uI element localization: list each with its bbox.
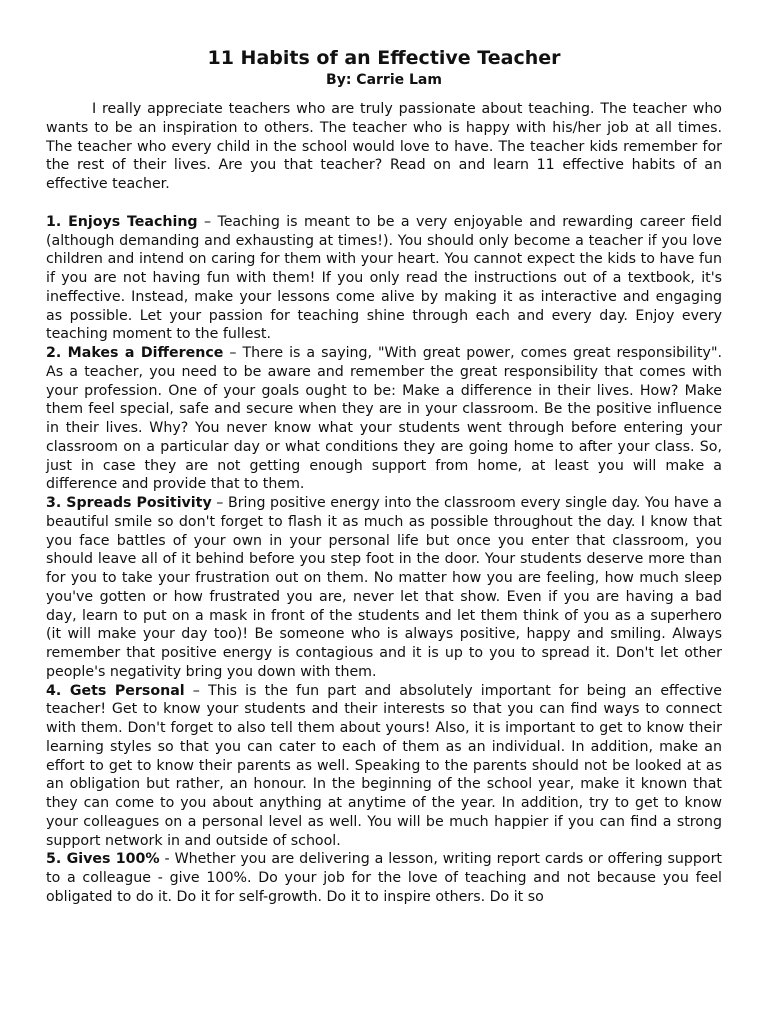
document-byline: By: Carrie Lam [326, 72, 442, 88]
habit-heading: 1. Enjoys Teaching [46, 213, 198, 230]
habit-heading: 5. Gives 100% [46, 851, 160, 868]
habit-heading: 4. Gets Personal [46, 682, 185, 699]
habit-paragraph-2 [46, 344, 722, 494]
document-title: 11 Habits of an Effective Teacher [207, 47, 561, 69]
habit-heading: 2. Makes a Difference [46, 345, 224, 361]
habit-paragraph-3 [46, 494, 722, 682]
document-page [46, 46, 722, 907]
habit-body: Teaching is meant to be a very enjoyable and rewarding career field (although demanding and exhausting at times!). You should only become a teacher if you love children and intend on caring for them with your heart. You cannot expect the kids to have fun if you are not having fun with them! If you only read the instructions out of a textbook, it's ineffective. Instead, make your lessons come alive by making it as interactive and engaging as possible. Let your passion for teaching shine through each and every day. Enjoy every teaching moment to the fullest. [46, 213, 722, 343]
intro-paragraph: I really appreciate teachers who are truly passionate about teaching. The teacher who wants to be an inspiration to others. The teacher who is happy with his/her job at all times. The teacher who every child in the school would love to have. The teacher kids remember for the rest of their lives. Are you that teacher? Read on and learn 11 effective habits of an effective teacher. [46, 101, 722, 192]
habit-separator: – [184, 682, 209, 699]
habit-body: Whether you are delivering a lesson, writing report cards or offering support to a colleague - give 100%. Do your job for the love of teaching and not because you feel obligated to do it. Do it for self-growth. Do it to inspire others. Do it so [46, 851, 722, 905]
habit-separator: – [211, 495, 228, 511]
habit-body: This is the fun part and absolutely important for being an effective teacher! Get to know your students and their interests so that you can find ways to connect with them. Don't forget to also tell them about yours! Also, it is important to get to know their learning styles so that you can cater to each of them as an individual. In addition, make an effort to get to know their parents as well. Speaking to the parents should not be looked at as an obligation but rather, an honour. In the beginning of the school year, make it known that they can come to you about anything at anytime of the year. In addition, try to get to know your colleagues on a personal level as well. You will be much happier if you can find a strong support network in and outside of school. [46, 682, 722, 849]
habit-body: Bring positive energy into the classroom every single day. You have a beautiful smile so don't forget to flash it as much as possible throughout the day. I know that you face battles of your own in your personal life but once you enter that classroom, you should leave all of it behind before you step foot in the door. Your students deserve more than for you to take your frustration out on them. No matter how you are feeling, how much sleep you've gotten or how frustrated you are, never let that show. Even if you are having a bad day, learn to put on a mask in front of the students and let them think of you as a superhero (it will make your day too)! Be someone who is always positive, happy and smiling. Always remember that positive energy is contagious and it is up to you to spread it. Don't let other people's negativity bring you down with them. [46, 495, 722, 680]
habit-separator: - [159, 851, 175, 868]
habit-separator: – [223, 345, 243, 361]
habit-body: There is a saying, "With great power, comes great responsibility". As a teacher, you need to be aware and remember the great responsibility that comes with your profession. One of your goals ought to be: Make a difference in their lives. How? Make them feel special, safe and secure when they are in your classroom. Be the positive influence in their lives. Why? You never know what your students went through before entering your classroom on a particular day or what conditions they are going home to after your class. So, just in case they are not getting enough support from home, at least you will make a difference and provide that to them. [46, 345, 722, 493]
habit-paragraph-1 [46, 213, 722, 344]
habit-heading: 3. Spreads Positivity [46, 495, 212, 511]
habit-separator: – [197, 213, 218, 230]
habit-paragraph-5 [46, 850, 722, 906]
habit-paragraph-4 [46, 682, 722, 851]
